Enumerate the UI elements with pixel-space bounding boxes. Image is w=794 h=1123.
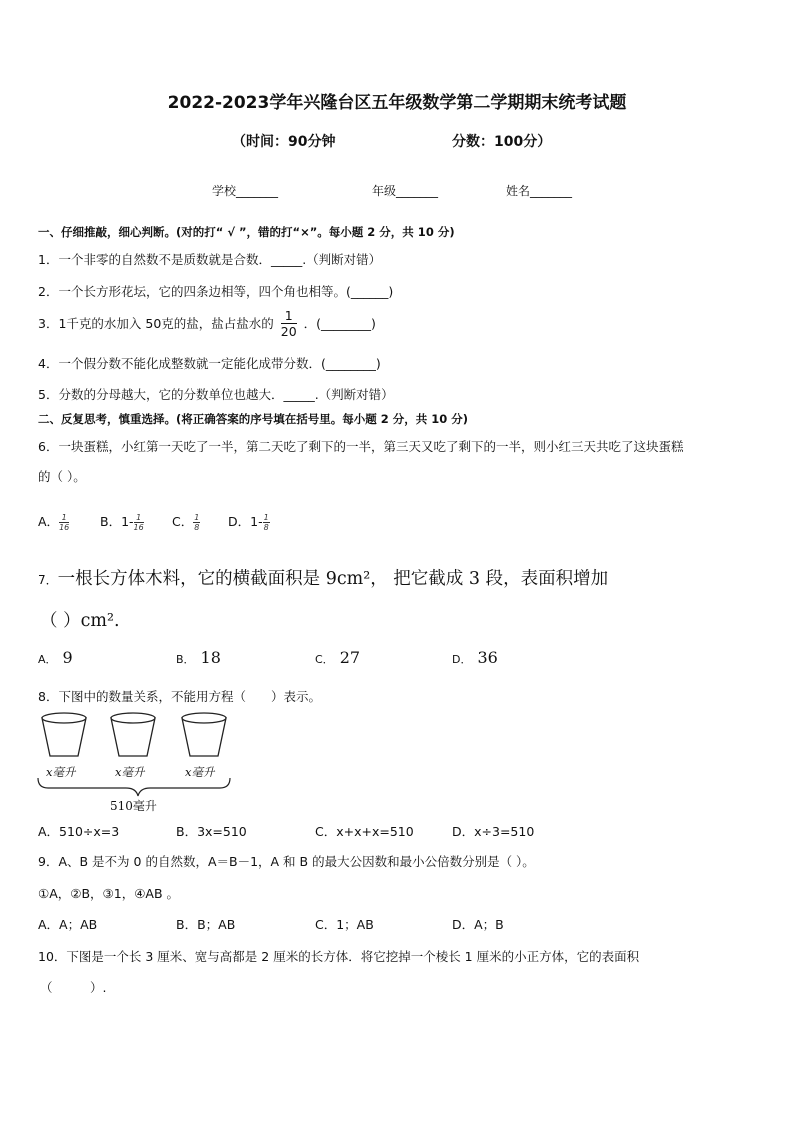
option-label: B． [100,514,122,529]
q8-option-a: A．510÷x=3 [38,824,120,839]
total-volume-label: 510毫升 [110,799,157,813]
q7-option-b [176,648,221,667]
q9-option-d: D．A；B [452,917,504,932]
school-field: 学校_______ [212,184,279,198]
q9-option-a: A．A；AB [38,917,98,932]
option-label: D． [228,514,251,529]
q9-option-b: B．B；AB [176,917,236,932]
cup-1 [42,713,86,756]
fraction-denominator: 8 [194,523,200,532]
fraction-numerator: 1 [59,513,69,523]
fraction-numerator: 1 [134,513,144,523]
question-7-line-2: （ ）cm². [40,611,120,631]
q7-option-c [315,648,360,667]
q6-option-a [38,512,69,532]
question-3-fraction [281,309,297,340]
question-1: 1．一个非零的自然数不是质数就是合数．_____.（判断对错） [38,252,382,267]
fraction-denominator: 16 [133,523,144,532]
option-label: A． [38,514,60,529]
q8-option-b: B．3x=510 [176,824,247,839]
cup-1-label: x毫升 [46,765,76,779]
q9-option-c: C．1；AB [315,917,374,932]
section-1-heading: 一、仔细推敲，细心判断。(对的打“ √ ”，错的打“×”。每小题 2 分，共 10 分) [38,225,455,239]
question-6-line-1: 6．一块蛋糕，小红第一天吃了一半，第二天吃了剩下的一半，第三天又吃了剩下的一半，则小红三天共吃了这块蛋糕 [38,439,684,454]
option-fraction [59,513,69,532]
option-value: 9 [62,648,73,667]
score-label: 分数：100分） [452,134,552,150]
option-label: B． [176,653,195,666]
option-fraction [134,513,144,532]
question-6-line-2: 的（ ）。 [38,469,86,484]
q6-option-b [100,512,144,532]
question-9-choices: ①A，②B，③1，④AB 。 [38,886,180,901]
cup-2-label: x毫升 [115,765,145,779]
name-field: 姓名_______ [506,184,573,198]
question-9: 9．A、B 是不为 0 的自然数，A＝B－1，A 和 B 的最大公因数和最小公倍数分别是（ ）。 [38,854,535,869]
question-3 [38,309,376,340]
q8-option-d: D．x÷3=510 [452,824,535,839]
grade-field: 年级_______ [372,184,439,198]
question-7-line-1 [38,565,608,590]
time-label: （时间：90分钟 [232,134,336,150]
question-10-line-2: （ ）. [40,980,107,995]
q7-option-d [452,648,498,667]
question-3-text: 3．1千克的水加入 50克的盐，盐占盐水的 [38,316,274,331]
q6-option-c [172,512,200,532]
q6-option-d [228,512,270,532]
question-3-blank: ．(________) [303,316,376,331]
option-prefix: 1- [250,514,263,529]
option-prefix: 1- [121,514,134,529]
option-label: C． [315,653,334,666]
option-label: A． [38,653,57,666]
fraction-denominator: 20 [280,324,297,339]
question-5: 5．分数的分母越大，它的分数单位也越大．_____.（判断对错） [38,387,394,402]
fraction-denominator: 16 [59,523,70,532]
fraction-numerator: 1 [263,513,269,522]
question-8: 8．下图中的数量关系，不能用方程（ ）表示。 [38,689,321,704]
option-fraction [263,513,270,532]
fraction-numerator: 1 [194,513,200,522]
cup-2 [111,713,155,756]
question-7-number: 7． [38,573,58,587]
exam-title: 2022-2023学年兴隆台区五年级数学第二学期期末统考试题 [167,93,627,113]
question-2: 2．一个长方形花坛，它的四条边相等，四个角也相等。(______) [38,284,394,299]
q7-option-a [38,648,73,667]
q8-option-c: C．x+x+x=510 [315,824,414,839]
option-value: 36 [477,648,498,667]
total-brace [38,778,230,796]
fraction-denominator: 8 [263,523,269,532]
fraction-numerator: 1 [281,309,297,324]
question-10-line-1: 10．下图是一个长 3 厘米、宽与高都是 2 厘米的长方体．将它挖掉一个棱长 1 厘米的小正方体，它的表面积 [38,949,640,964]
section-2-heading: 二、反复思考，慎重选择。(将正确答案的序号填在括号里。每小题 2 分，共 10 分) [38,412,469,426]
cup-3 [182,713,226,756]
option-value: 27 [339,648,361,667]
question-4: 4．一个假分数不能化成整数就一定能化成带分数．(________) [38,356,381,371]
option-value: 18 [200,648,221,667]
option-fraction [193,513,200,532]
question-7-text: 一根长方体木料，它的横截面积是 9cm²， 把它截成 3 段，表面积增加 [57,569,609,589]
option-label: C． [172,514,194,529]
option-label: D． [452,653,472,666]
cup-3-label: x毫升 [185,765,215,779]
